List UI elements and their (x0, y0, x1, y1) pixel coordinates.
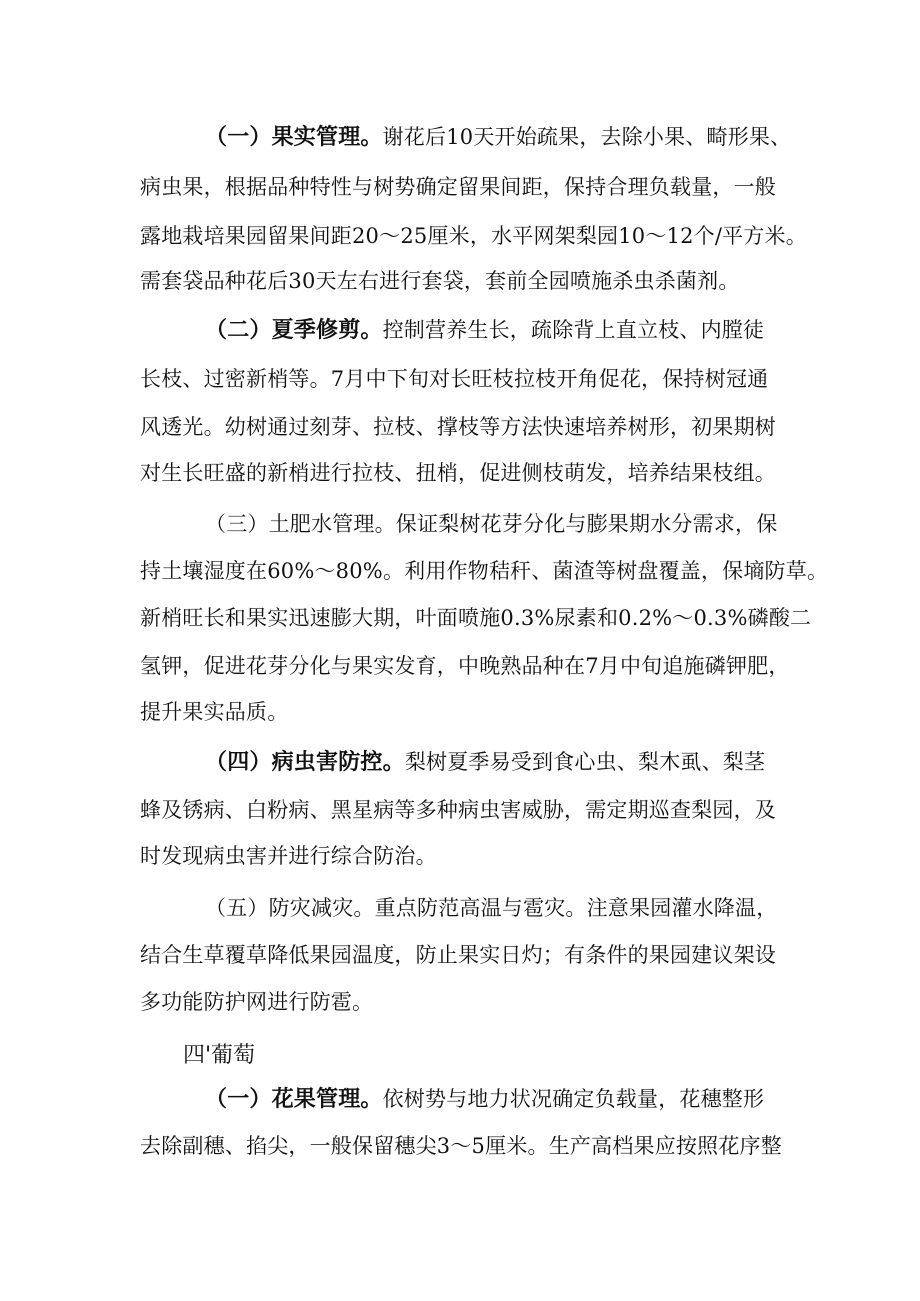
paragraph-5-line-1: （五）防灾减灾。重点防范高温与雹灾。注意果园灌水降温， (205, 896, 778, 920)
paragraph-2-line-2: 长枝、过密新梢等。7月中下旬对长旺枝拉枝开角促花，保持树冠通 (140, 367, 769, 391)
paragraph-5-line-3: 多功能防护网进行防雹。 (140, 990, 374, 1014)
paragraph-3-line-2: 持土壤湿度在60%～80%。利用作物秸秆、菌渣等树盘覆盖，保墒防草。 (140, 559, 829, 583)
paragraph-1-line-2: 病虫果，根据品种特性与树势确定留果间距，保持合理负载量，一般 (140, 175, 776, 199)
paragraph-4-line-2: 蜂及锈病、白粉病、黑星病等多种病虫害威胁，需定期巡查梨园，及 (140, 798, 776, 822)
paragraph-1-line-3: 露地栽培果园留果间距20～25厘米，水平网架梨园10～12个/平方米。 (140, 224, 807, 248)
paragraph-5-line-2: 结合生草覆草降低果园温度，防止果实日灼；有条件的果园建议架设 (140, 943, 776, 967)
paragraph-2-first-line (205, 315, 764, 346)
paragraph-4-heading: （四）病虫害防控。 (205, 750, 405, 775)
paragraph-6-heading: （一）花果管理。 (205, 1087, 383, 1112)
paragraph-3-line-5: 提升果实品质。 (140, 700, 289, 724)
paragraph-6-line-2: 去除副穗、掐尖，一般保留穗尖3～5厘米。生产高档果应按照花序整 (140, 1134, 782, 1158)
paragraph-2-line-3: 风透光。幼树通过刻芽、拉枝、撑枝等方法快速培养树形，初果期树 (140, 415, 776, 439)
paragraph-1-heading: （一）果实管理。 (205, 125, 383, 150)
paragraph-3-line-1: （三）土肥水管理。保证梨树花芽分化与膨果期水分需求，保 (205, 512, 778, 536)
paragraph-4-line-3: 时发现病虫害并进行综合防治。 (140, 844, 437, 868)
paragraph-4-line-1: 梨树夏季易受到食心虫、梨木虱、梨茎 (404, 750, 766, 774)
paragraph-1-line-4: 需套袋品种花后30天左右进行套袋，套前全园喷施杀虫杀菌剂。 (140, 269, 740, 293)
paragraph-1-line-1: 谢花后10天开始疏果，去除小果、畸形果、 (382, 125, 792, 149)
paragraph-2-line-1: 控制营养生长，疏除背上直立枝、内膛徒 (382, 318, 765, 342)
paragraph-3-line-4: 氢钾，促进花芽分化与果实发育，中晚熟品种在7月中旬追施磷钾肥， (140, 654, 790, 678)
paragraph-6-first-line (205, 1084, 764, 1115)
paragraph-2-line-4: 对生长旺盛的新梢进行拉枝、扭梢，促进侧枝萌发，培养结果枝组。 (140, 461, 776, 485)
paragraph-1-first-line (205, 122, 791, 153)
section-title: 四'葡萄 (183, 1043, 256, 1068)
paragraph-2-heading: （二）夏季修剪。 (205, 318, 383, 343)
paragraph-6-line-1: 依树势与地力状况确定负载量，花穗整形 (382, 1087, 765, 1111)
paragraph-4-first-line (205, 747, 765, 778)
paragraph-3-line-3: 新梢旺长和果实迅速膨大期，叶面喷施0.3%尿素和0.2%～0.3%磷酸二 (140, 606, 812, 630)
